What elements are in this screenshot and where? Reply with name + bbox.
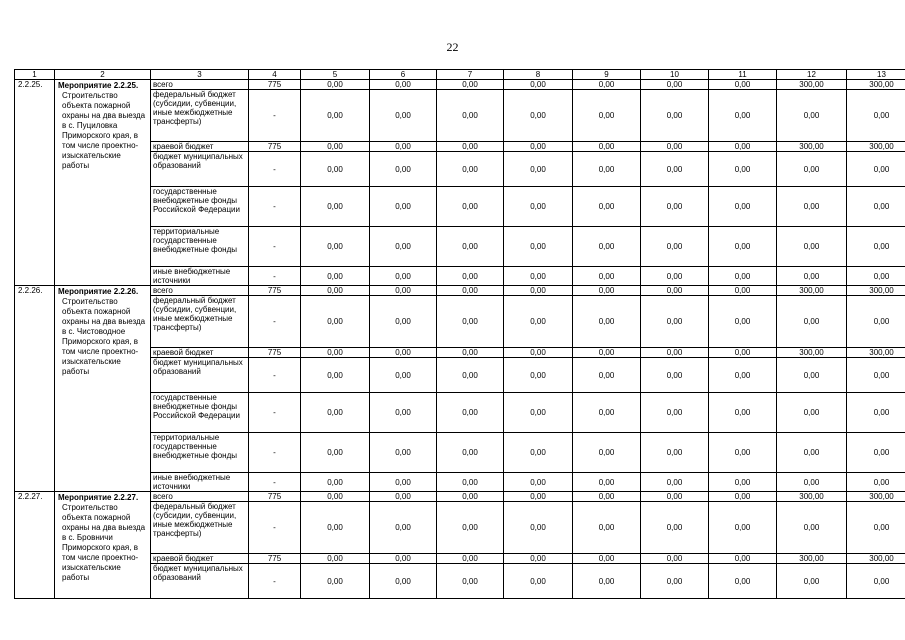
amount-cell: 0,00	[573, 393, 641, 433]
funding-source: бюджет муниципальных образований	[151, 152, 249, 187]
measure-code: 2.2.26.	[15, 286, 55, 492]
amount-cell: 300,00	[777, 348, 847, 358]
amount-cell: 0,00	[641, 502, 709, 554]
amount-cell: 0,00	[641, 152, 709, 187]
amount-cell: 0,00	[437, 152, 504, 187]
amount-cell: 0,00	[777, 267, 847, 286]
amount-cell: 0,00	[370, 348, 437, 358]
amount-cell: 0,00	[301, 393, 370, 433]
column-4-value: -	[249, 267, 301, 286]
funding-source: иные внебюджетные источники	[151, 267, 249, 286]
amount-cell: 0,00	[437, 564, 504, 599]
amount-cell: 0,00	[437, 348, 504, 358]
amount-cell: 0,00	[777, 358, 847, 393]
amount-cell: 0,00	[504, 267, 573, 286]
amount-cell: 0,00	[777, 187, 847, 227]
amount-cell: 0,00	[370, 227, 437, 267]
header-cell: 4	[249, 70, 301, 80]
header-cell: 10	[641, 70, 709, 80]
amount-cell: 0,00	[847, 296, 905, 348]
amount-cell: 0,00	[370, 473, 437, 492]
measure-title: Мероприятие 2.2.25.	[58, 81, 139, 90]
column-4-value: -	[249, 358, 301, 393]
amount-cell: 0,00	[370, 187, 437, 227]
column-4-value: -	[249, 90, 301, 142]
measure-text: Строительство объекта пожарной охраны на два выезда в с. Пуциловка Приморского края, в том числе проектно-изыскательские работы	[62, 91, 146, 170]
header-cell: 8	[504, 70, 573, 80]
amount-cell: 0,00	[847, 564, 905, 599]
funding-source: иные внебюджетные источники	[151, 473, 249, 492]
amount-cell: 0,00	[777, 564, 847, 599]
amount-cell: 300,00	[777, 142, 847, 152]
amount-cell: 0,00	[504, 142, 573, 152]
amount-cell: 0,00	[437, 227, 504, 267]
amount-cell: 0,00	[709, 152, 777, 187]
amount-cell: 0,00	[573, 348, 641, 358]
amount-cell: 0,00	[709, 80, 777, 90]
amount-cell: 0,00	[847, 90, 905, 142]
amount-cell: 0,00	[504, 564, 573, 599]
amount-cell: 0,00	[301, 554, 370, 564]
amount-cell: 0,00	[573, 142, 641, 152]
header-cell: 13	[847, 70, 905, 80]
amount-cell: 0,00	[437, 286, 504, 296]
amount-cell: 0,00	[709, 554, 777, 564]
amount-cell: 0,00	[504, 348, 573, 358]
amount-cell: 0,00	[641, 267, 709, 286]
amount-cell: 0,00	[437, 90, 504, 142]
header-cell: 9	[573, 70, 641, 80]
amount-cell: 0,00	[301, 433, 370, 473]
header-cell: 5	[301, 70, 370, 80]
amount-cell: 300,00	[777, 80, 847, 90]
amount-cell: 0,00	[641, 286, 709, 296]
amount-cell: 0,00	[573, 152, 641, 187]
column-4-value: 775	[249, 286, 301, 296]
amount-cell: 0,00	[777, 227, 847, 267]
amount-cell: 0,00	[437, 296, 504, 348]
amount-cell: 0,00	[301, 90, 370, 142]
amount-cell: 0,00	[777, 90, 847, 142]
amount-cell: 300,00	[847, 142, 905, 152]
amount-cell: 0,00	[847, 433, 905, 473]
amount-cell: 0,00	[777, 473, 847, 492]
amount-cell: 0,00	[504, 393, 573, 433]
column-4-value: -	[249, 393, 301, 433]
amount-cell: 0,00	[847, 473, 905, 492]
funding-source: бюджет муниципальных образований	[151, 564, 249, 599]
header-cell: 3	[151, 70, 249, 80]
amount-cell: 0,00	[573, 227, 641, 267]
page-number: 22	[446, 40, 459, 54]
funding-source: всего	[151, 286, 249, 296]
amount-cell: 0,00	[370, 564, 437, 599]
funding-source: краевой бюджет	[151, 142, 249, 152]
table-row	[15, 80, 905, 90]
amount-cell: 0,00	[301, 227, 370, 267]
amount-cell: 0,00	[504, 227, 573, 267]
funding-source: краевой бюджет	[151, 348, 249, 358]
amount-cell: 0,00	[370, 296, 437, 348]
amount-cell: 0,00	[437, 502, 504, 554]
amount-cell: 0,00	[437, 358, 504, 393]
funding-source: государственные внебюджетные фонды Российской Федерации	[151, 393, 249, 433]
amount-cell: 0,00	[504, 90, 573, 142]
amount-cell: 0,00	[301, 296, 370, 348]
amount-cell: 0,00	[504, 187, 573, 227]
funding-source: краевой бюджет	[151, 554, 249, 564]
amount-cell: 0,00	[573, 554, 641, 564]
amount-cell: 0,00	[709, 187, 777, 227]
measure-text: Строительство объекта пожарной охраны на два выезда в с. Чистоводное Приморского края, в том числе проектно-изыскательские работы	[62, 297, 146, 376]
funding-source: всего	[151, 80, 249, 90]
header-cell: 11	[709, 70, 777, 80]
funding-source: всего	[151, 492, 249, 502]
amount-cell: 0,00	[301, 152, 370, 187]
table-row	[15, 286, 905, 296]
amount-cell: 0,00	[370, 152, 437, 187]
amount-cell: 300,00	[777, 286, 847, 296]
header-cell: 7	[437, 70, 504, 80]
table-row	[15, 492, 905, 502]
column-4-value: -	[249, 187, 301, 227]
amount-cell: 0,00	[370, 502, 437, 554]
amount-cell: 300,00	[847, 492, 905, 502]
amount-cell: 0,00	[709, 267, 777, 286]
column-4-value: -	[249, 473, 301, 492]
amount-cell: 0,00	[370, 433, 437, 473]
column-4-value: -	[249, 296, 301, 348]
amount-cell: 0,00	[709, 142, 777, 152]
amount-cell: 0,00	[437, 492, 504, 502]
amount-cell: 0,00	[370, 554, 437, 564]
amount-cell: 300,00	[847, 286, 905, 296]
amount-cell: 0,00	[709, 286, 777, 296]
amount-cell: 0,00	[573, 80, 641, 90]
amount-cell: 0,00	[709, 358, 777, 393]
amount-cell: 0,00	[709, 564, 777, 599]
amount-cell: 0,00	[573, 473, 641, 492]
column-4-value: 775	[249, 348, 301, 358]
header-cell: 6	[370, 70, 437, 80]
amount-cell: 300,00	[777, 554, 847, 564]
amount-cell: 0,00	[573, 267, 641, 286]
measure-code: 2.2.25.	[15, 80, 55, 286]
amount-cell: 0,00	[777, 433, 847, 473]
header-cell: 1	[15, 70, 55, 80]
amount-cell: 0,00	[709, 296, 777, 348]
amount-cell: 0,00	[641, 142, 709, 152]
amount-cell: 0,00	[709, 473, 777, 492]
measure-description	[55, 492, 151, 599]
amount-cell: 0,00	[504, 473, 573, 492]
amount-cell: 0,00	[847, 358, 905, 393]
amount-cell: 0,00	[437, 267, 504, 286]
amount-cell: 0,00	[504, 433, 573, 473]
amount-cell: 0,00	[641, 433, 709, 473]
column-4-value: -	[249, 227, 301, 267]
measure-description	[55, 80, 151, 286]
amount-cell: 0,00	[573, 286, 641, 296]
amount-cell: 0,00	[709, 90, 777, 142]
amount-cell: 0,00	[437, 554, 504, 564]
funding-source: федеральный бюджет (субсидии, субвенции, иные межбюджетные трансферты)	[151, 502, 249, 554]
amount-cell: 0,00	[437, 393, 504, 433]
amount-cell: 0,00	[709, 502, 777, 554]
amount-cell: 0,00	[301, 187, 370, 227]
amount-cell: 0,00	[437, 187, 504, 227]
amount-cell: 0,00	[709, 393, 777, 433]
funding-source: государственные внебюджетные фонды Российской Федерации	[151, 187, 249, 227]
column-4-value: -	[249, 564, 301, 599]
amount-cell: 0,00	[847, 267, 905, 286]
measure-title: Мероприятие 2.2.27.	[58, 493, 139, 502]
amount-cell: 0,00	[641, 554, 709, 564]
amount-cell: 300,00	[847, 348, 905, 358]
amount-cell: 0,00	[777, 296, 847, 348]
amount-cell: 0,00	[301, 492, 370, 502]
amount-cell: 0,00	[709, 433, 777, 473]
budget-table	[14, 69, 905, 599]
header-cell: 2	[55, 70, 151, 80]
amount-cell: 0,00	[504, 296, 573, 348]
measure-code: 2.2.27.	[15, 492, 55, 599]
amount-cell: 0,00	[301, 358, 370, 393]
amount-cell: 0,00	[504, 80, 573, 90]
amount-cell: 0,00	[641, 80, 709, 90]
amount-cell: 0,00	[641, 348, 709, 358]
amount-cell: 0,00	[641, 564, 709, 599]
amount-cell: 0,00	[301, 348, 370, 358]
header-cell: 12	[777, 70, 847, 80]
column-4-value: 775	[249, 554, 301, 564]
amount-cell: 0,00	[641, 90, 709, 142]
measure-text: Строительство объекта пожарной охраны на два выезда в с. Бровничи Приморского края, в том числе проектно-изыскательские работы	[62, 503, 146, 582]
amount-cell: 0,00	[370, 80, 437, 90]
amount-cell: 0,00	[504, 152, 573, 187]
amount-cell: 0,00	[777, 152, 847, 187]
amount-cell: 0,00	[301, 473, 370, 492]
amount-cell: 0,00	[847, 152, 905, 187]
amount-cell: 0,00	[301, 267, 370, 286]
column-4-value: -	[249, 152, 301, 187]
column-4-value: -	[249, 502, 301, 554]
funding-source: территориальные государственные внебюджетные фонды	[151, 227, 249, 267]
measure-title: Мероприятие 2.2.26.	[58, 287, 139, 296]
amount-cell: 0,00	[301, 502, 370, 554]
amount-cell: 0,00	[437, 142, 504, 152]
amount-cell: 300,00	[847, 554, 905, 564]
amount-cell: 0,00	[370, 142, 437, 152]
amount-cell: 0,00	[301, 286, 370, 296]
column-4-value: 775	[249, 142, 301, 152]
amount-cell: 0,00	[573, 296, 641, 348]
column-4-value: 775	[249, 492, 301, 502]
amount-cell: 0,00	[847, 393, 905, 433]
amount-cell: 0,00	[437, 80, 504, 90]
column-4-value: 775	[249, 80, 301, 90]
funding-source: федеральный бюджет (субсидии, субвенции, иные межбюджетные трансферты)	[151, 90, 249, 142]
measure-description	[55, 286, 151, 492]
amount-cell: 0,00	[709, 492, 777, 502]
amount-cell: 0,00	[709, 227, 777, 267]
amount-cell: 0,00	[301, 80, 370, 90]
amount-cell: 0,00	[504, 492, 573, 502]
amount-cell: 0,00	[641, 473, 709, 492]
amount-cell: 0,00	[370, 286, 437, 296]
amount-cell: 0,00	[847, 227, 905, 267]
amount-cell: 0,00	[573, 187, 641, 227]
amount-cell: 0,00	[504, 554, 573, 564]
amount-cell: 0,00	[573, 502, 641, 554]
amount-cell: 0,00	[504, 286, 573, 296]
amount-cell: 0,00	[370, 393, 437, 433]
amount-cell: 0,00	[777, 502, 847, 554]
amount-cell: 0,00	[504, 358, 573, 393]
header-row	[15, 70, 905, 80]
amount-cell: 0,00	[370, 267, 437, 286]
amount-cell: 0,00	[641, 187, 709, 227]
amount-cell: 0,00	[504, 502, 573, 554]
amount-cell: 0,00	[709, 348, 777, 358]
amount-cell: 0,00	[641, 393, 709, 433]
amount-cell: 0,00	[573, 564, 641, 599]
amount-cell: 0,00	[370, 90, 437, 142]
amount-cell: 0,00	[437, 433, 504, 473]
funding-source: бюджет муниципальных образований	[151, 358, 249, 393]
amount-cell: 300,00	[777, 492, 847, 502]
amount-cell: 0,00	[573, 358, 641, 393]
amount-cell: 0,00	[573, 433, 641, 473]
amount-cell: 300,00	[847, 80, 905, 90]
amount-cell: 0,00	[847, 187, 905, 227]
amount-cell: 0,00	[301, 564, 370, 599]
amount-cell: 0,00	[437, 473, 504, 492]
amount-cell: 0,00	[573, 90, 641, 142]
amount-cell: 0,00	[641, 492, 709, 502]
amount-cell: 0,00	[370, 358, 437, 393]
funding-source: территориальные государственные внебюджетные фонды	[151, 433, 249, 473]
amount-cell: 0,00	[641, 358, 709, 393]
amount-cell: 0,00	[777, 393, 847, 433]
amount-cell: 0,00	[847, 502, 905, 554]
amount-cell: 0,00	[301, 142, 370, 152]
amount-cell: 0,00	[370, 492, 437, 502]
amount-cell: 0,00	[641, 296, 709, 348]
amount-cell: 0,00	[641, 227, 709, 267]
funding-source: федеральный бюджет (субсидии, субвенции, иные межбюджетные трансферты)	[151, 296, 249, 348]
column-4-value: -	[249, 433, 301, 473]
amount-cell: 0,00	[573, 492, 641, 502]
